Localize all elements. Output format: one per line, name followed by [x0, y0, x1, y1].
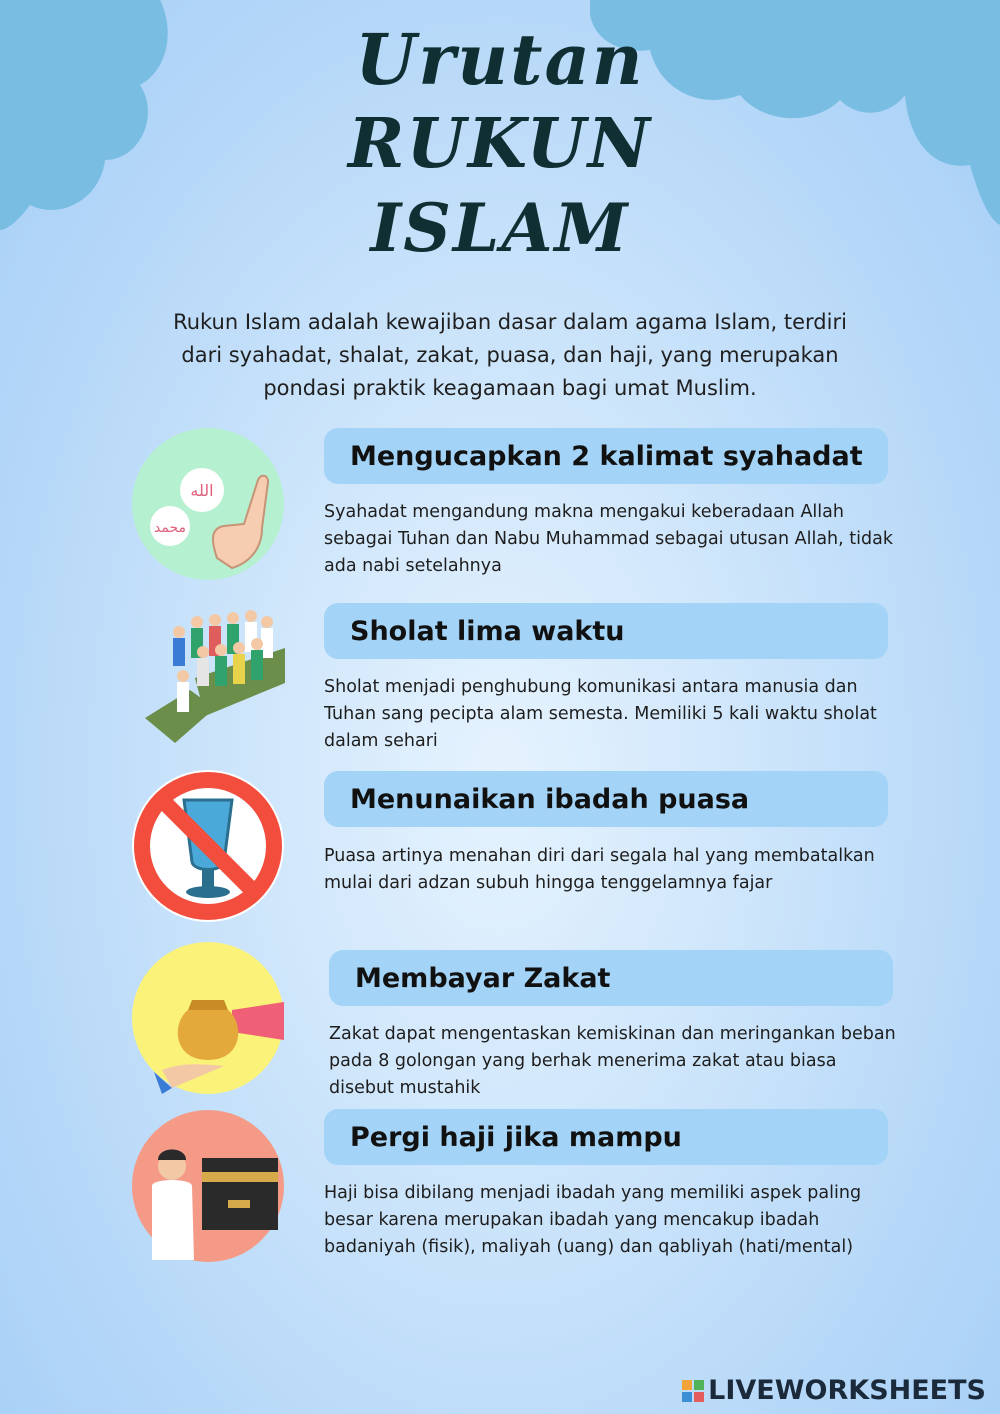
title-line-2: RUKUN	[348, 104, 652, 184]
text-sholat: Sholat menjadi penghubung komunikasi antara manusia dan Tuhan sang pecipta alam semesta. Memiliki 5 kali waktu sholat dalam sehari	[324, 677, 877, 751]
pointing-finger-icon	[132, 428, 284, 580]
title-line-1: Urutan	[355, 18, 645, 101]
heading-sholat: Sholat lima waktu	[324, 603, 888, 659]
liveworksheets-logo	[682, 1375, 986, 1406]
no-drink-icon	[132, 770, 284, 922]
text-puasa: Puasa artinya menahan diri dari segala hal yang membatalkan mulai dari adzan subuh hingga tenggelamnya fajar	[324, 846, 875, 893]
svg-text:الله: الله	[190, 481, 214, 500]
money-bag-icon	[132, 942, 284, 1094]
page-title	[0, 18, 1000, 270]
praying-people-icon	[135, 598, 285, 746]
liveworksheets-logo-icon	[682, 1380, 704, 1402]
text-syahadat: Syahadat mengandung makna mengakui keberadaan Allah sebagai Tuhan dan Nabu Muhammad sebagai utusan Allah, tidak ada nabi setelahnya	[324, 502, 893, 576]
text-haji: Haji bisa dibilang menjadi ibadah yang memiliki aspek paling besar karena merupakan ibadah yang mencakup ibadah badaniyah (fisik), maliyah (uang) dan qabliyah (hati/mental)	[324, 1183, 862, 1257]
svg-text:محمد: محمد	[154, 520, 186, 536]
heading-zakat: Membayar Zakat	[329, 950, 893, 1006]
heading-syahadat: Mengucapkan 2 kalimat syahadat	[324, 428, 888, 484]
text-zakat: Zakat dapat mengentaskan kemiskinan dan meringankan beban pada 8 golongan yang berhak menerima zakat atau biasa disebut mustahik	[329, 1024, 896, 1098]
intro-paragraph: Rukun Islam adalah kewajiban dasar dalam agama Islam, terdiri dari syahadat, shalat, zakat, puasa, dan haji, yang merupakan pondasi praktik keagamaan bagi umat Muslim.	[173, 310, 847, 400]
liveworksheets-brand-text: LIVEWORKSHEETS	[708, 1375, 986, 1406]
kaaba-icon	[132, 1110, 284, 1262]
title-line-3: ISLAM	[370, 189, 630, 267]
heading-haji: Pergi haji jika mampu	[324, 1109, 888, 1165]
heading-puasa: Menunaikan ibadah puasa	[324, 771, 888, 827]
